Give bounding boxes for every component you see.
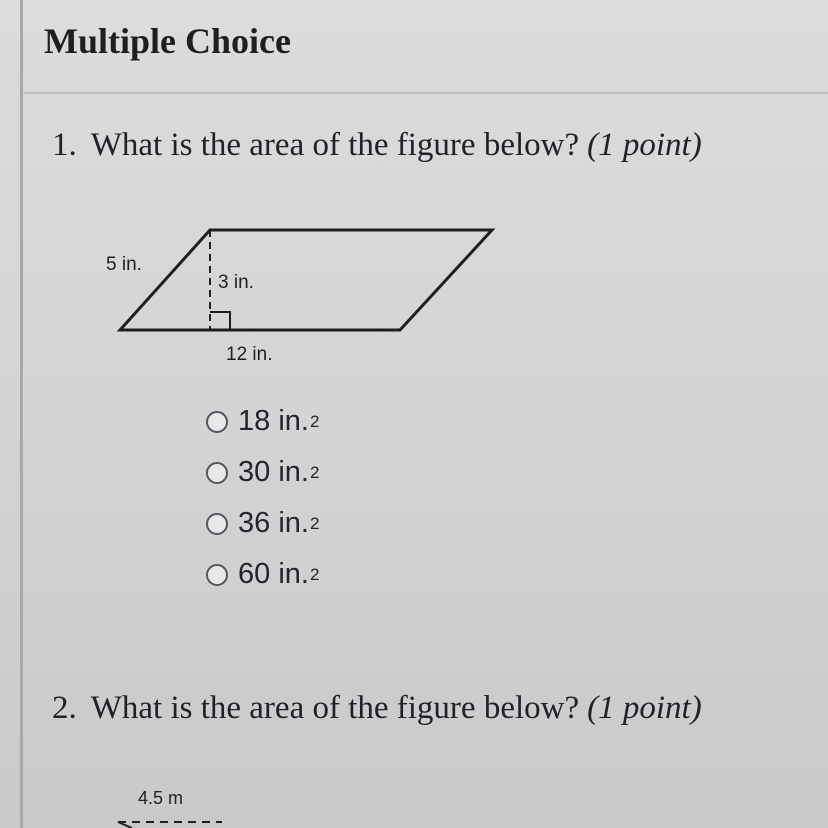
option-exponent: 2 — [309, 411, 320, 431]
option-label: 36 in. — [238, 507, 309, 539]
question-1-number: 1. — [52, 127, 77, 163]
option-label: 30 in. — [238, 456, 309, 488]
answer-option-4[interactable] — [206, 549, 319, 600]
question-2-points: (1 point) — [587, 690, 702, 726]
answer-option-2[interactable] — [206, 447, 319, 498]
option-exponent: 2 — [309, 513, 320, 533]
right-angle-marker — [210, 312, 230, 330]
radio-button[interactable] — [206, 462, 228, 484]
question-2-number: 2. — [52, 690, 77, 726]
section-title: Multiple Choice — [44, 21, 291, 61]
answer-option-1[interactable] — [206, 396, 319, 447]
title-divider — [22, 92, 828, 94]
radio-button[interactable] — [206, 564, 228, 586]
question-1-options — [206, 396, 319, 600]
parallelogram-shape — [120, 230, 492, 330]
question-2-text: What is the area of the figure below? — [90, 690, 580, 726]
left-border — [20, 0, 23, 828]
side-label: 5 in. — [106, 254, 142, 275]
base-label: 12 in. — [226, 344, 273, 365]
answer-option-3[interactable] — [206, 498, 319, 549]
top-label: 4.5 m — [138, 788, 184, 808]
option-exponent: 2 — [309, 564, 320, 584]
radio-button[interactable] — [206, 411, 228, 433]
question-2-figure — [110, 782, 250, 828]
question-1-prompt — [52, 127, 702, 164]
option-label: 18 in. — [238, 405, 309, 437]
radio-button[interactable] — [206, 513, 228, 535]
question-1-points: (1 point) — [587, 127, 702, 163]
option-label: 60 in. — [238, 558, 309, 590]
parallelogram-figure — [100, 222, 520, 372]
option-exponent: 2 — [309, 462, 320, 482]
question-2-prompt — [52, 690, 702, 727]
height-label: 3 in. — [218, 272, 254, 293]
question-1-text: What is the area of the figure below? — [90, 127, 580, 163]
